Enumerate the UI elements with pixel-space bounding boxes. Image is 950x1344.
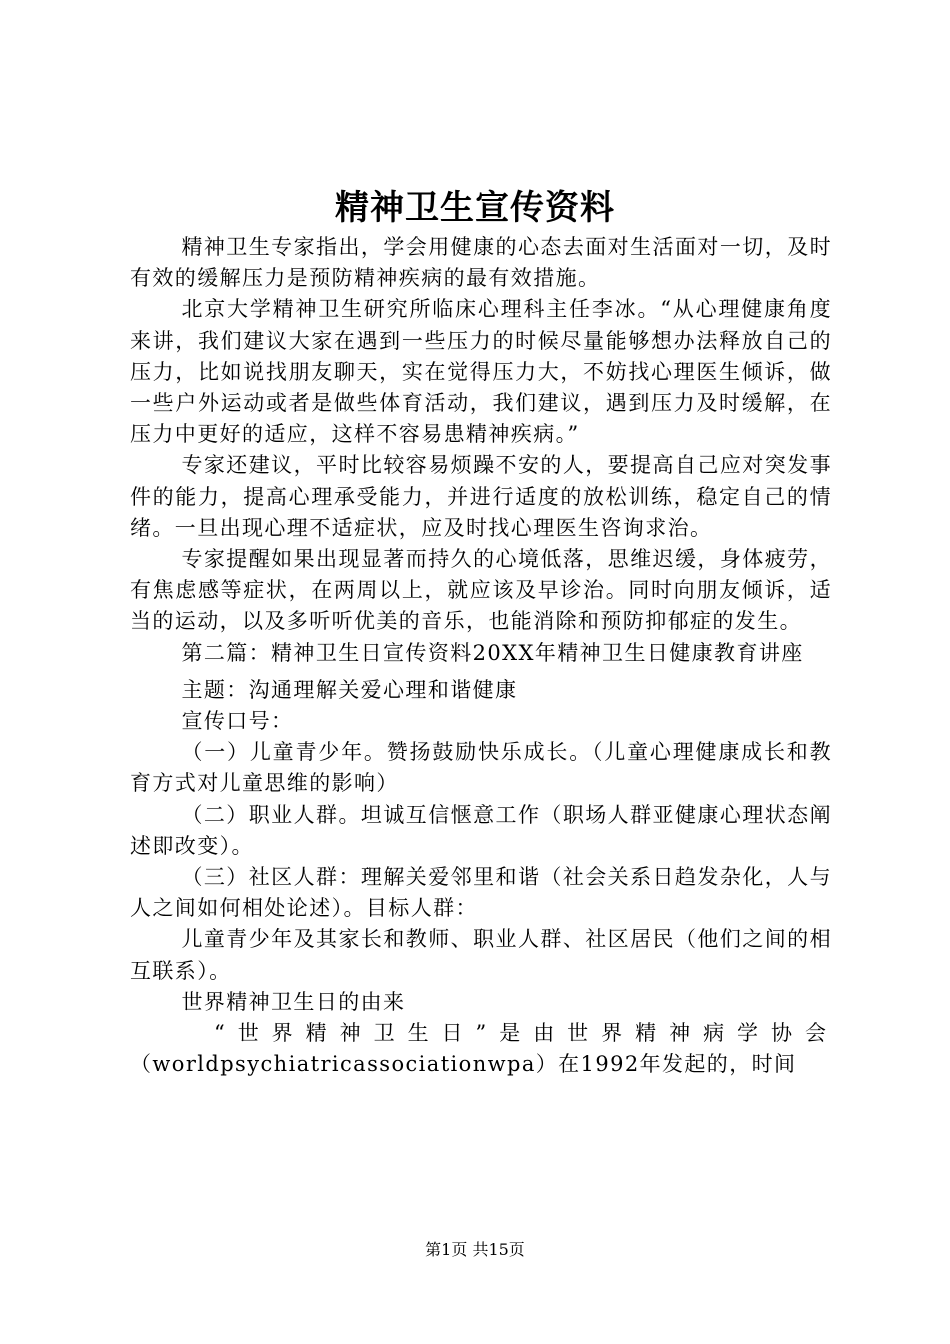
paragraph: 第二篇：精神卫生日宣传资料20XX年精神卫生日健康教育讲座 [181,640,804,665]
paragraph: 专家还建议，平时比较容易烦躁不安的人，要提高自己应对突发事件的能力，提高心理承受能力，并进行适度的放松训练，稳定自己的情绪。一旦出现心理不适症状，应及时找心理医生咨询求治。 [130,453,832,540]
paragraph: 专家提醒如果出现显著而持久的心境低落，思维迟缓，身体疲劳，有焦虑感等症状，在两周以上，就应该及早诊治。同时向朋友倾诉，适当的运动，以及多听听优美的音乐，也能消除和预防抑郁症的发生。 [130,547,832,634]
paragraph: “世界精神卫生日”是由世界精神病学协会 [214,1021,832,1046]
paragraph: 北京大学精神卫生研究所临床心理科主任李冰。“从心理健康角度来讲，我们建议大家在遇到一些压力的时候尽量能够想办法释放自己的压力，比如说找朋友聊天，实在觉得压力大，不妨找心理医生倾诉，做一些户外运动或者是做些体育活动，我们建议，遇到压力及时缓解，在压力中更好的适应，这样不容易患精神疾病。” [130,297,832,447]
paragraph: （worldpsychiatricassociationwpa）在1992年发起的，时间 [130,1052,797,1077]
paragraph: 世界精神卫生日的由来 [181,989,406,1014]
page-number-footer: 第1页 共15页 [425,1240,525,1259]
paragraph: 宣传口号： [181,709,294,734]
document-title: 精神卫生宣传资料 [335,188,615,228]
paragraph: （二）职业人群。坦诚互信惬意工作（职场人群亚健康心理状态阐述即改变）。 [130,802,832,858]
paragraph: 主题：沟通理解关爱心理和谐健康 [181,677,518,702]
paragraph: （一）儿童青少年。赞扬鼓励快乐成长。（儿童心理健康成长和教育方式对儿童思维的影响） [130,740,832,796]
paragraph: 儿童青少年及其家长和教师、职业人群、社区居民（他们之间的相互联系）。 [130,927,832,983]
paragraph: 精神卫生专家指出，学会用健康的心态去面对生活面对一切，及时有效的缓解压力是预防精神疾病的最有效措施。 [130,235,832,291]
paragraph: （三）社区人群：理解关爱邻里和谐（社会关系日趋发杂化，人与人之间如何相处论述）。目标人群： [130,865,832,921]
document-body [130,232,832,1080]
